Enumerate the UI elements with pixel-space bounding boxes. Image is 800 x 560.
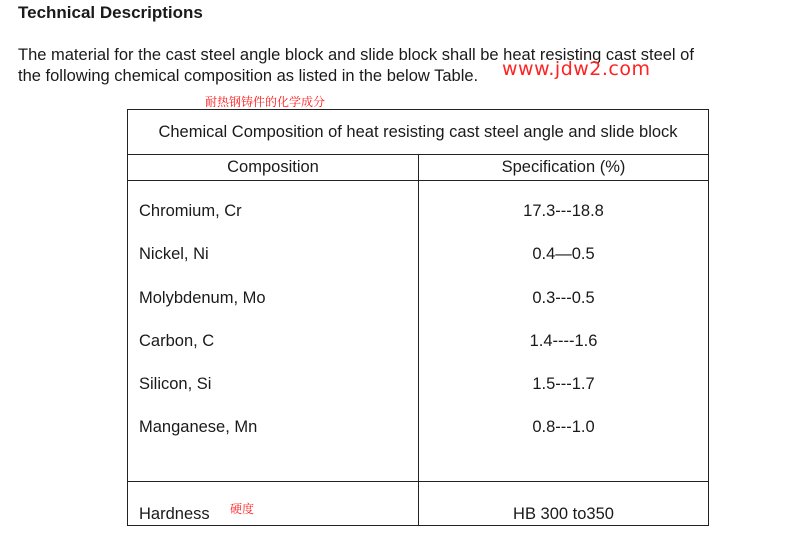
composition-table xyxy=(127,109,709,526)
hardness-label: Hardness xyxy=(139,505,210,523)
composition-item: Molybdenum, Mo xyxy=(139,288,266,307)
intro-line-2: the following chemical composition as listed in the below Table. xyxy=(18,67,479,85)
specification-item: 17.3---18.8 xyxy=(523,202,604,220)
composition-item: Manganese, Mn xyxy=(139,418,258,437)
composition-item: Chromium, Cr xyxy=(139,202,242,220)
specification-item: 0.4—0.5 xyxy=(532,245,595,264)
specification-item: 1.5---1.7 xyxy=(532,375,595,394)
specification-list xyxy=(419,181,709,482)
column-header-composition: Composition xyxy=(128,155,419,181)
page-heading: Technical Descriptions xyxy=(18,3,203,22)
composition-list xyxy=(128,181,419,482)
specification-item: 1.4----1.6 xyxy=(529,331,598,350)
watermark-text: www.jdw2.com xyxy=(502,58,651,80)
intro-line-1: The material for the cast steel angle block and slide block shall be heat resisting cast steel of xyxy=(18,46,694,64)
hardness-annotation-chinese: 硬度 xyxy=(230,502,255,516)
composition-item: Nickel, Ni xyxy=(139,245,209,264)
hardness-label-cell xyxy=(128,482,419,526)
table-annotation-chinese: 耐热钢铸件的化学成分 xyxy=(205,95,326,109)
hardness-spec-cell: HB 300 to350 xyxy=(419,482,709,526)
table-title: Chemical Composition of heat resisting cast steel angle and slide block xyxy=(128,110,709,155)
column-header-specification: Specification (%) xyxy=(419,155,709,181)
composition-item: Silicon, Si xyxy=(139,375,212,394)
composition-item: Carbon, C xyxy=(139,331,215,350)
specification-item: 0.8---1.0 xyxy=(532,418,595,437)
specification-item: 0.3---0.5 xyxy=(532,288,595,307)
intro-paragraph xyxy=(18,45,800,87)
